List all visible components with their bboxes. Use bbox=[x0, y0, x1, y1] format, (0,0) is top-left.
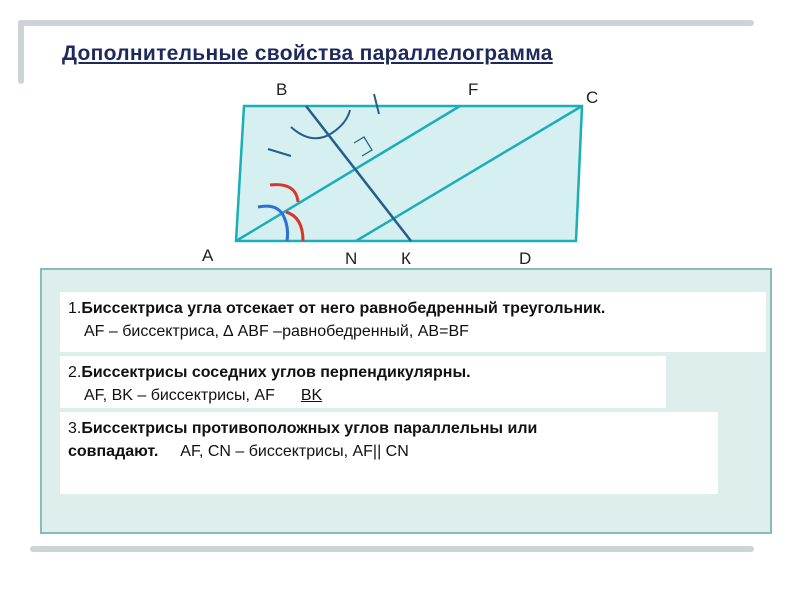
bottom-decor-bar bbox=[30, 546, 754, 552]
property-1-detail: AF – биссектриса, ∆ ABF –равнобедренный, AB=BF bbox=[84, 323, 469, 340]
point-label-a: A bbox=[202, 246, 214, 265]
parallelogram-figure bbox=[0, 0, 800, 270]
point-label-c: C bbox=[586, 88, 599, 107]
property-3-detail: совпадают. AF, CN – биссектрисы, AF|| CN bbox=[68, 443, 409, 460]
property-2-detail: AF, BK – биссектрисы, AF BK bbox=[84, 387, 323, 404]
slide-title: Дополнительные свойства параллелограмма bbox=[62, 42, 553, 65]
property-1-heading: 1.Биссектриса угла отсекает от него равнобедренный треугольник. bbox=[68, 300, 606, 317]
parallelogram-abcd bbox=[236, 106, 582, 241]
property-2-heading: 2.Биссектрисы соседних углов перпендикулярны. bbox=[68, 364, 471, 381]
perpendicular-segment: BK bbox=[300, 387, 323, 404]
point-label-b: B bbox=[276, 80, 288, 99]
property-card-1 bbox=[60, 292, 766, 352]
property-3-heading: 3.Биссектрисы противоположных углов параллельны или bbox=[68, 420, 538, 437]
point-label-f: F bbox=[468, 80, 479, 99]
point-label-k: К bbox=[401, 249, 411, 268]
property-card-3 bbox=[60, 412, 718, 494]
point-label-d: D bbox=[519, 249, 532, 268]
point-label-n: N bbox=[345, 249, 358, 268]
property-card-2 bbox=[60, 356, 666, 408]
